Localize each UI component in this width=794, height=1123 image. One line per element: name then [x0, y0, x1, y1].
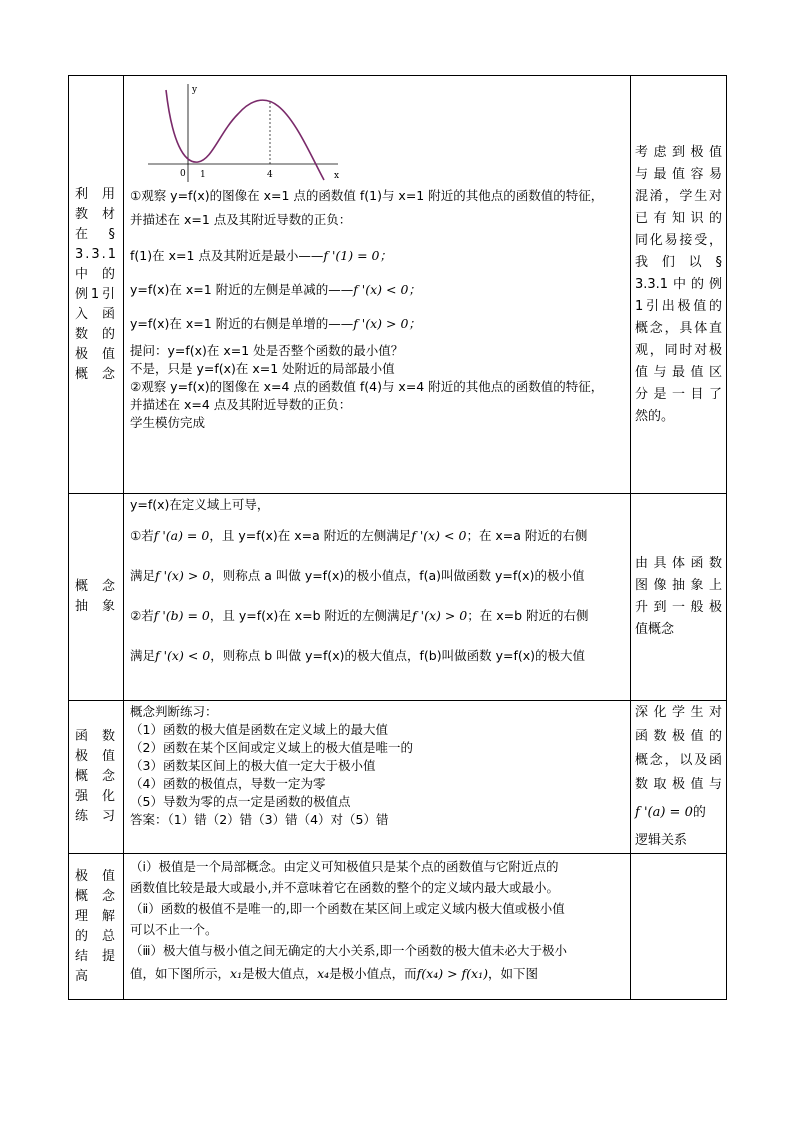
- row-3-label: 函 数 极 值 概 念 强 化 练习: [69, 701, 124, 854]
- row-4-content: （ⅰ）极值是一个局部概念。由定义可知极值只是某个点的函数值与它附近点的 函数值比较是最大或最小,并不意味着它在函数的整个的定义域内最大或最小。 （ⅱ）函数的极值不是唯一的,即一个函数在某区间上或定义域内极大值或极小值 可以不止一个。 （ⅲ）极大值与极小值之间无确定的大小关系,即一个函数的极大值未必大于极小 值，如下图所示，x₁是极大值点，x₄是极小值点，而f(x₄) > f(x₁)，如下图: [124, 854, 631, 1000]
- function-graph: [148, 82, 348, 182]
- row-concept-abstraction: [69, 494, 727, 701]
- row-1-label: 利 用 教 材 在 § 3.3.1 中 的 例1引 入 函 数 的 极 值 概念: [69, 76, 124, 494]
- row-3-content: 概念判断练习： （1）函数的极大值是函数在定义域上的最大值 （2）函数在某个区间或定义域上的极大值是唯一的 （3）函数某区间上的极大值一定大于极小值 （4）函数的极值点，导数一定为零 （5）导数为零的点一定是函数的极值点 答案：（1）错（2）错（3）错（4）对（5）错: [124, 701, 631, 854]
- row-2-note: 由具体函数 图像抽象上 升到一般极 值概念: [631, 494, 727, 701]
- row-example-intro: [69, 76, 727, 494]
- row-concept-summary: [69, 854, 727, 1000]
- row-1-content: y x 0 1 4 ①观察 y=f(x)的图像在 x=1 点的函数值 f(1)与 x=1 附近的其他点的函数值的特征， 并描述在 x=1 点及其附近导数的正负： f(1)在 x=1 点及其附近是最小——f '(1) = 0； y=f(x)在 x=1 附近的左侧是单减的——f '(x) < 0； y=f(x)在 x=1 附近的右侧是单增的——f '(x) > 0； 提问：y=f(x)在 x=1 处是否整个函数的最小值？ 不是，只是 y=f(x)在 x=1 处附近的局部最小值 ②观察 y=f(x)的图像在 x=4 点的函数值 f(4)与 x=4 附近的其他点的函数值的特征， 并描述在 x=4 点及其附近导数的正负： 学生模仿完成: [124, 76, 631, 494]
- x-axis-label: x: [334, 171, 340, 181]
- y-axis-label: y: [192, 85, 198, 95]
- tick-4-label: 4: [267, 170, 273, 180]
- row-4-note: [631, 854, 727, 1000]
- row-2-label: 概 念 抽象: [69, 494, 124, 701]
- lesson-plan-table: [68, 75, 727, 1000]
- curve: [166, 90, 324, 180]
- tick-1-label: 1: [200, 170, 206, 180]
- row-2-content: y=f(x)在定义域上可导， ①若f '(a) = 0，且 y=f(x)在 x=a 附近的左侧满足f '(x) < 0；在 x=a 附近的右侧 满足f '(x) > 0，则称点 a 叫做 y=f(x)的极小值点，f(a)叫做函数 y=f(x)的极小值 ②若f '(b) = 0，且 y=f(x)在 x=b 附近的左侧满足f '(x) > 0；在 x=b 附近的右侧 满足f '(x) < 0，则称点 b 叫做 y=f(x)的极大值点，f(b)叫做函数 y=f(x)的极大值: [124, 494, 631, 701]
- row-1-note: 考虑到极值 与最值容易 混淆，学生对 已有知识的 同化易接受， 我 们 以 § 3.3.1中的例 1引出极值的 概念，具体直 观，同时对极 值与最值区 分是一目了 然的。: [631, 76, 727, 494]
- row-concept-practice: [69, 701, 727, 854]
- row-3-note: 深化学生对 函数极值的 概念，以及函 数取极值与 f '(a) = 0的 逻辑关系: [631, 701, 727, 854]
- origin-label: 0: [180, 169, 186, 179]
- row-4-label: 极 值 概 念 理 解 的 总 结 提 高: [69, 854, 124, 1000]
